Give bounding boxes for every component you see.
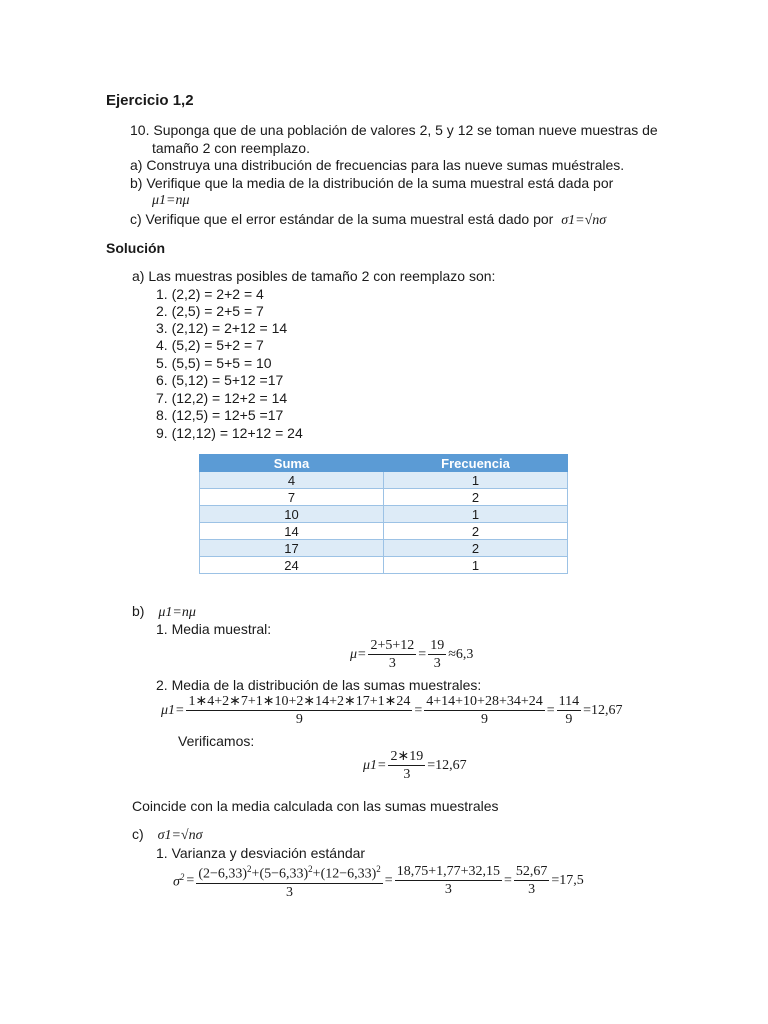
numerator: 18,75+1,77+32,15 [396, 864, 500, 880]
eq-lhs: μ1= [363, 757, 387, 773]
part-a-item: 9. (12,12) = 12+12 = 24 [156, 425, 303, 441]
denominator: 3 [528, 882, 536, 898]
table-cell: 10 [200, 506, 384, 523]
fraction [424, 694, 544, 727]
table-cell: 2 [384, 523, 568, 540]
table-cell: 2 [384, 540, 568, 557]
part-a-item: 2. (2,5) = 2+5 = 7 [156, 303, 264, 319]
eq-rhs: =12,67 [583, 702, 623, 718]
part-c-formula: σ1=√nσ [157, 828, 203, 843]
fraction [395, 864, 502, 897]
table-cell: 24 [200, 557, 384, 574]
numerator [196, 862, 382, 884]
eq-rhs: ≈6,3 [448, 646, 474, 662]
table-cell: 1 [384, 557, 568, 574]
problem-item-b: b) Verifique que la media de la distribución de la suma muestral está dada por [130, 175, 614, 191]
denominator: 3 [433, 656, 441, 671]
table-cell: 1 [384, 506, 568, 523]
part-a-item: 8. (12,5) = 12+5 =17 [156, 407, 284, 423]
denominator: 3 [286, 884, 294, 900]
numerator: 2∗19 [390, 749, 424, 764]
fraction [388, 749, 425, 782]
fraction [196, 862, 382, 900]
table-row [200, 523, 568, 540]
table-row [200, 472, 568, 489]
part-a-item: 5. (5,5) = 5+5 = 10 [156, 355, 272, 371]
denominator: 3 [444, 882, 452, 898]
table-header-suma: Suma [200, 455, 384, 472]
verify-equation [362, 749, 468, 782]
table-cell: 7 [200, 489, 384, 506]
equals-sign: = [414, 702, 423, 718]
equals-sign: = [186, 872, 195, 888]
problem-item-c-text: c) Verifique que el error estándar de la suma muestral está dado por [130, 211, 554, 227]
fraction [514, 864, 550, 897]
exponent: 2 [179, 871, 185, 882]
sample-mean-equation [349, 638, 474, 671]
part-a-item: 3. (2,12) = 2+12 = 14 [156, 320, 288, 336]
part-b-label: b) [132, 603, 145, 619]
fraction [557, 694, 581, 727]
numerator: 4+14+10+28+34+24 [426, 694, 543, 709]
frequency-table [199, 454, 568, 574]
numerator: 114 [558, 694, 580, 709]
verify-label: Verificamos: [178, 733, 255, 749]
page-title: Ejercicio 1,2 [106, 92, 194, 109]
denominator: 9 [565, 712, 573, 727]
part-c-label: c) [132, 826, 144, 842]
equals-sign: = [504, 872, 512, 888]
eq-rhs: =17,5 [551, 872, 584, 888]
numerator: 52,67 [515, 864, 548, 880]
eq-lhs [173, 872, 184, 891]
sigma-symbol: σ [173, 874, 180, 890]
part-b-formula: μ1=nμ [158, 605, 196, 620]
sum-mean-equation [160, 694, 624, 727]
table-row [200, 506, 568, 523]
numerator: 2+5+12 [370, 638, 415, 653]
part-b-item-1: 1. Media muestral: [156, 621, 272, 637]
table-header-row [200, 455, 568, 472]
exponent: 2 [308, 864, 313, 874]
problem-item-c-formula: σ1=√nσ [561, 213, 607, 228]
table-row [200, 557, 568, 574]
part-a-item: 7. (12,2) = 12+2 = 14 [156, 390, 288, 406]
term: +(12−6,33) [312, 866, 377, 882]
fraction [428, 638, 446, 671]
problem-item-b-formula: μ1=nμ [152, 193, 190, 208]
table-cell: 1 [384, 472, 568, 489]
fraction [186, 694, 412, 727]
table-row [200, 489, 568, 506]
numerator: 19 [430, 638, 445, 653]
part-b-heading [132, 603, 196, 621]
table-header-frecuencia: Frecuencia [384, 455, 568, 472]
table-row [200, 540, 568, 557]
table-cell: 4 [200, 472, 384, 489]
term: (2−6,33) [198, 866, 248, 882]
solution-title: Solución [106, 240, 166, 256]
part-a-item: 1. (2,2) = 2+2 = 4 [156, 286, 264, 302]
equals-sign: = [546, 702, 555, 718]
denominator: 3 [403, 767, 411, 782]
part-a-item: 6. (5,12) = 5+12 =17 [156, 372, 284, 388]
variance-equation [172, 862, 585, 900]
table-cell: 17 [200, 540, 384, 557]
numerator: 1∗4+2∗7+1∗10+2∗14+2∗17+1∗24 [188, 694, 411, 709]
problem-line-2: tamaño 2 con reemplazo. [152, 140, 310, 156]
equals-sign: = [418, 646, 427, 662]
table-cell: 2 [384, 489, 568, 506]
problem-line-1: 10. Suponga que de una población de valores 2, 5 y 12 se toman nueve muestras de [130, 122, 658, 138]
part-c-heading [132, 826, 203, 844]
part-a-item: 4. (5,2) = 5+2 = 7 [156, 337, 264, 353]
exponent: 2 [247, 864, 252, 874]
eq-rhs: =12,67 [427, 757, 467, 773]
part-b-conclusion: Coincide con la media calculada con las sumas muestrales [132, 798, 499, 814]
denominator: 3 [388, 656, 396, 671]
eq-lhs: μ= [350, 646, 367, 662]
eq-lhs: μ1= [161, 702, 185, 718]
table-cell: 14 [200, 523, 384, 540]
part-b-item-2: 2. Media de la distribución de las sumas muestrales: [156, 677, 482, 693]
exponent: 2 [376, 864, 381, 874]
fraction [368, 638, 416, 671]
problem-item-c [130, 211, 606, 229]
denominator: 9 [295, 712, 303, 727]
part-a-intro: a) Las muestras posibles de tamaño 2 con reemplazo son: [132, 268, 496, 284]
term: +(5−6,33) [251, 866, 309, 882]
equals-sign: = [384, 872, 393, 888]
part-c-item-1: 1. Varianza y desviación estándar [156, 845, 366, 861]
problem-item-a: a) Construya una distribución de frecuencias para las nueve sumas muéstrales. [130, 157, 625, 173]
denominator: 9 [481, 712, 488, 727]
